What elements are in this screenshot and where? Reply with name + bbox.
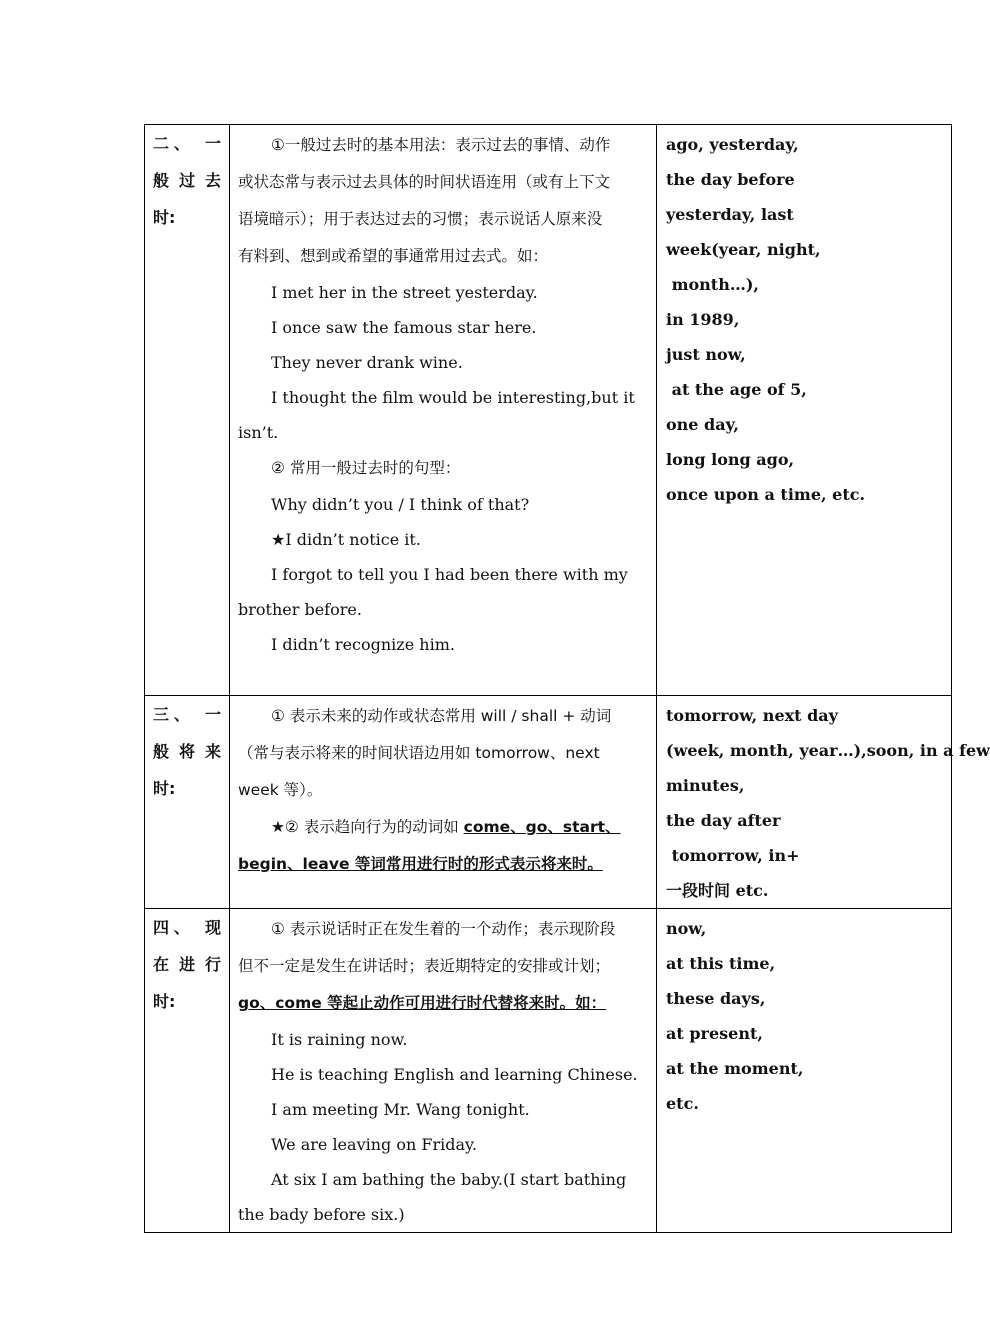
time-word: now, [666,919,707,938]
time-word: one day, [666,415,739,434]
tense-cell [145,909,230,1233]
tense-name: 四、 现 在 进 行 时: [153,918,221,1011]
example-sentence: At six I am bathing the baby.(I start bathing [271,1170,627,1189]
usage-paragraph: ② 常用一般过去时的句型： [271,459,461,477]
table-row-future-simple [145,696,952,909]
time-word: tomorrow, in+ [666,846,800,865]
example-sentence: I am meeting Mr. Wang tonight. [271,1100,530,1119]
time-word: etc. [666,1094,699,1113]
time-words-cell [657,696,990,909]
tense-table [144,124,990,1233]
time-word: week(year, night, [666,240,821,259]
example-sentence: They never drank wine. [271,353,463,372]
usage-paragraph: ①一般过去时的基本用法：表示过去的事情、动作 [271,136,611,154]
example-sentence: It is raining now. [271,1030,408,1049]
table-row-present-continuous [145,909,952,1233]
time-word: month…), [666,275,759,294]
tense-name: 二、 一 般 过 去 时: [153,134,221,227]
time-word: long long ago, [666,450,795,469]
example-sentence: isn’t. [238,423,279,442]
time-word: just now, [666,345,746,364]
time-word: ago, yesterday, [666,135,799,154]
tense-cell [145,125,230,696]
example-sentence: the bady before six.) [238,1205,405,1224]
time-word: at present, [666,1024,763,1043]
time-word: tomorrow, next day [666,706,838,725]
tense-cell [145,696,230,909]
example-sentence: We are leaving on Friday. [271,1135,478,1154]
usage-paragraph: ① 表示说话时正在发生着的一个动作；表示现阶段 [271,920,616,938]
time-word: these days, [666,989,766,1008]
time-word: at this time, [666,954,776,973]
time-word: once upon a time, etc. [666,485,866,504]
time-word: (week, month, year…),soon, in a few [666,741,990,760]
usage-paragraph: ① 表示未来的动作或状态常用 will / shall + 动词 [271,707,612,725]
time-word: the day after [666,811,781,830]
usage-cell: ① 表示未来的动作或状态常用 will / shall + 动词 （常与表示将来的时间状语边用如 tomorrow、next week 等）。 ★② 表示趋向行为的动词如 come、go、start、 begin、leave 等词常用进行时的形式表示将来时。 [230,696,657,909]
time-words-cell [657,909,952,1233]
usage-cell: ①一般过去时的基本用法：表示过去的事情、动作 或状态常与表示过去具体的时间状语连用（或有上下文 语境暗示）；用于表达过去的习惯；表示说话人原来没 有料到、想到或希望的事通常用过去式。如： I met her in the street yesterday. I once saw the famous star here. They never drank wine. I thought the film would be interesting,but it isn’t. ② 常用一般过去时的句型： Why didn’t you / I think of that? ★I didn’t notice it. I forgot to tell you I had been there with my brother before. I didn’t recognize him. [230,125,657,696]
time-word: in 1989, [666,310,740,329]
usage-paragraph: ★② 表示趋向行为的动词如 come、go、start、 [271,818,621,836]
example-sentence: I once saw the famous star here. [271,318,537,337]
time-words-cell [657,125,952,696]
time-word: the day before [666,170,795,189]
time-word: 一段时间 etc. [666,881,769,900]
example-sentence: I didn’t recognize him. [271,635,455,654]
table-row-past-simple [145,125,952,696]
example-sentence: Why didn’t you / I think of that? [271,495,530,514]
example-sentence: I thought the film would be interesting,but it [271,388,635,407]
tense-name: 三、 一 般 将 来 时: [153,705,221,798]
example-sentence: He is teaching English and learning Chinese. [271,1065,638,1084]
time-word: minutes, [666,776,745,795]
example-sentence: ★I didn’t notice it. [271,530,421,549]
time-word: at the moment, [666,1059,804,1078]
example-sentence: I met her in the street yesterday. [271,283,538,302]
time-word: yesterday, last [666,205,794,224]
example-sentence: I forgot to tell you I had been there with my [271,565,628,584]
usage-cell: ① 表示说话时正在发生着的一个动作；表示现阶段 但不一定是发生在讲话时；表近期特定的安排或计划； go、come 等起止动作可用进行时代替将来时。如： It is raining now. He is teaching English and learning Chinese. I am meeting Mr. Wang tonight. We are leaving on Friday. At six I am bathing the baby.(I start bathing the bady before six.) [230,909,657,1233]
example-sentence: brother before. [238,600,362,619]
time-word: at the age of 5, [666,380,807,399]
